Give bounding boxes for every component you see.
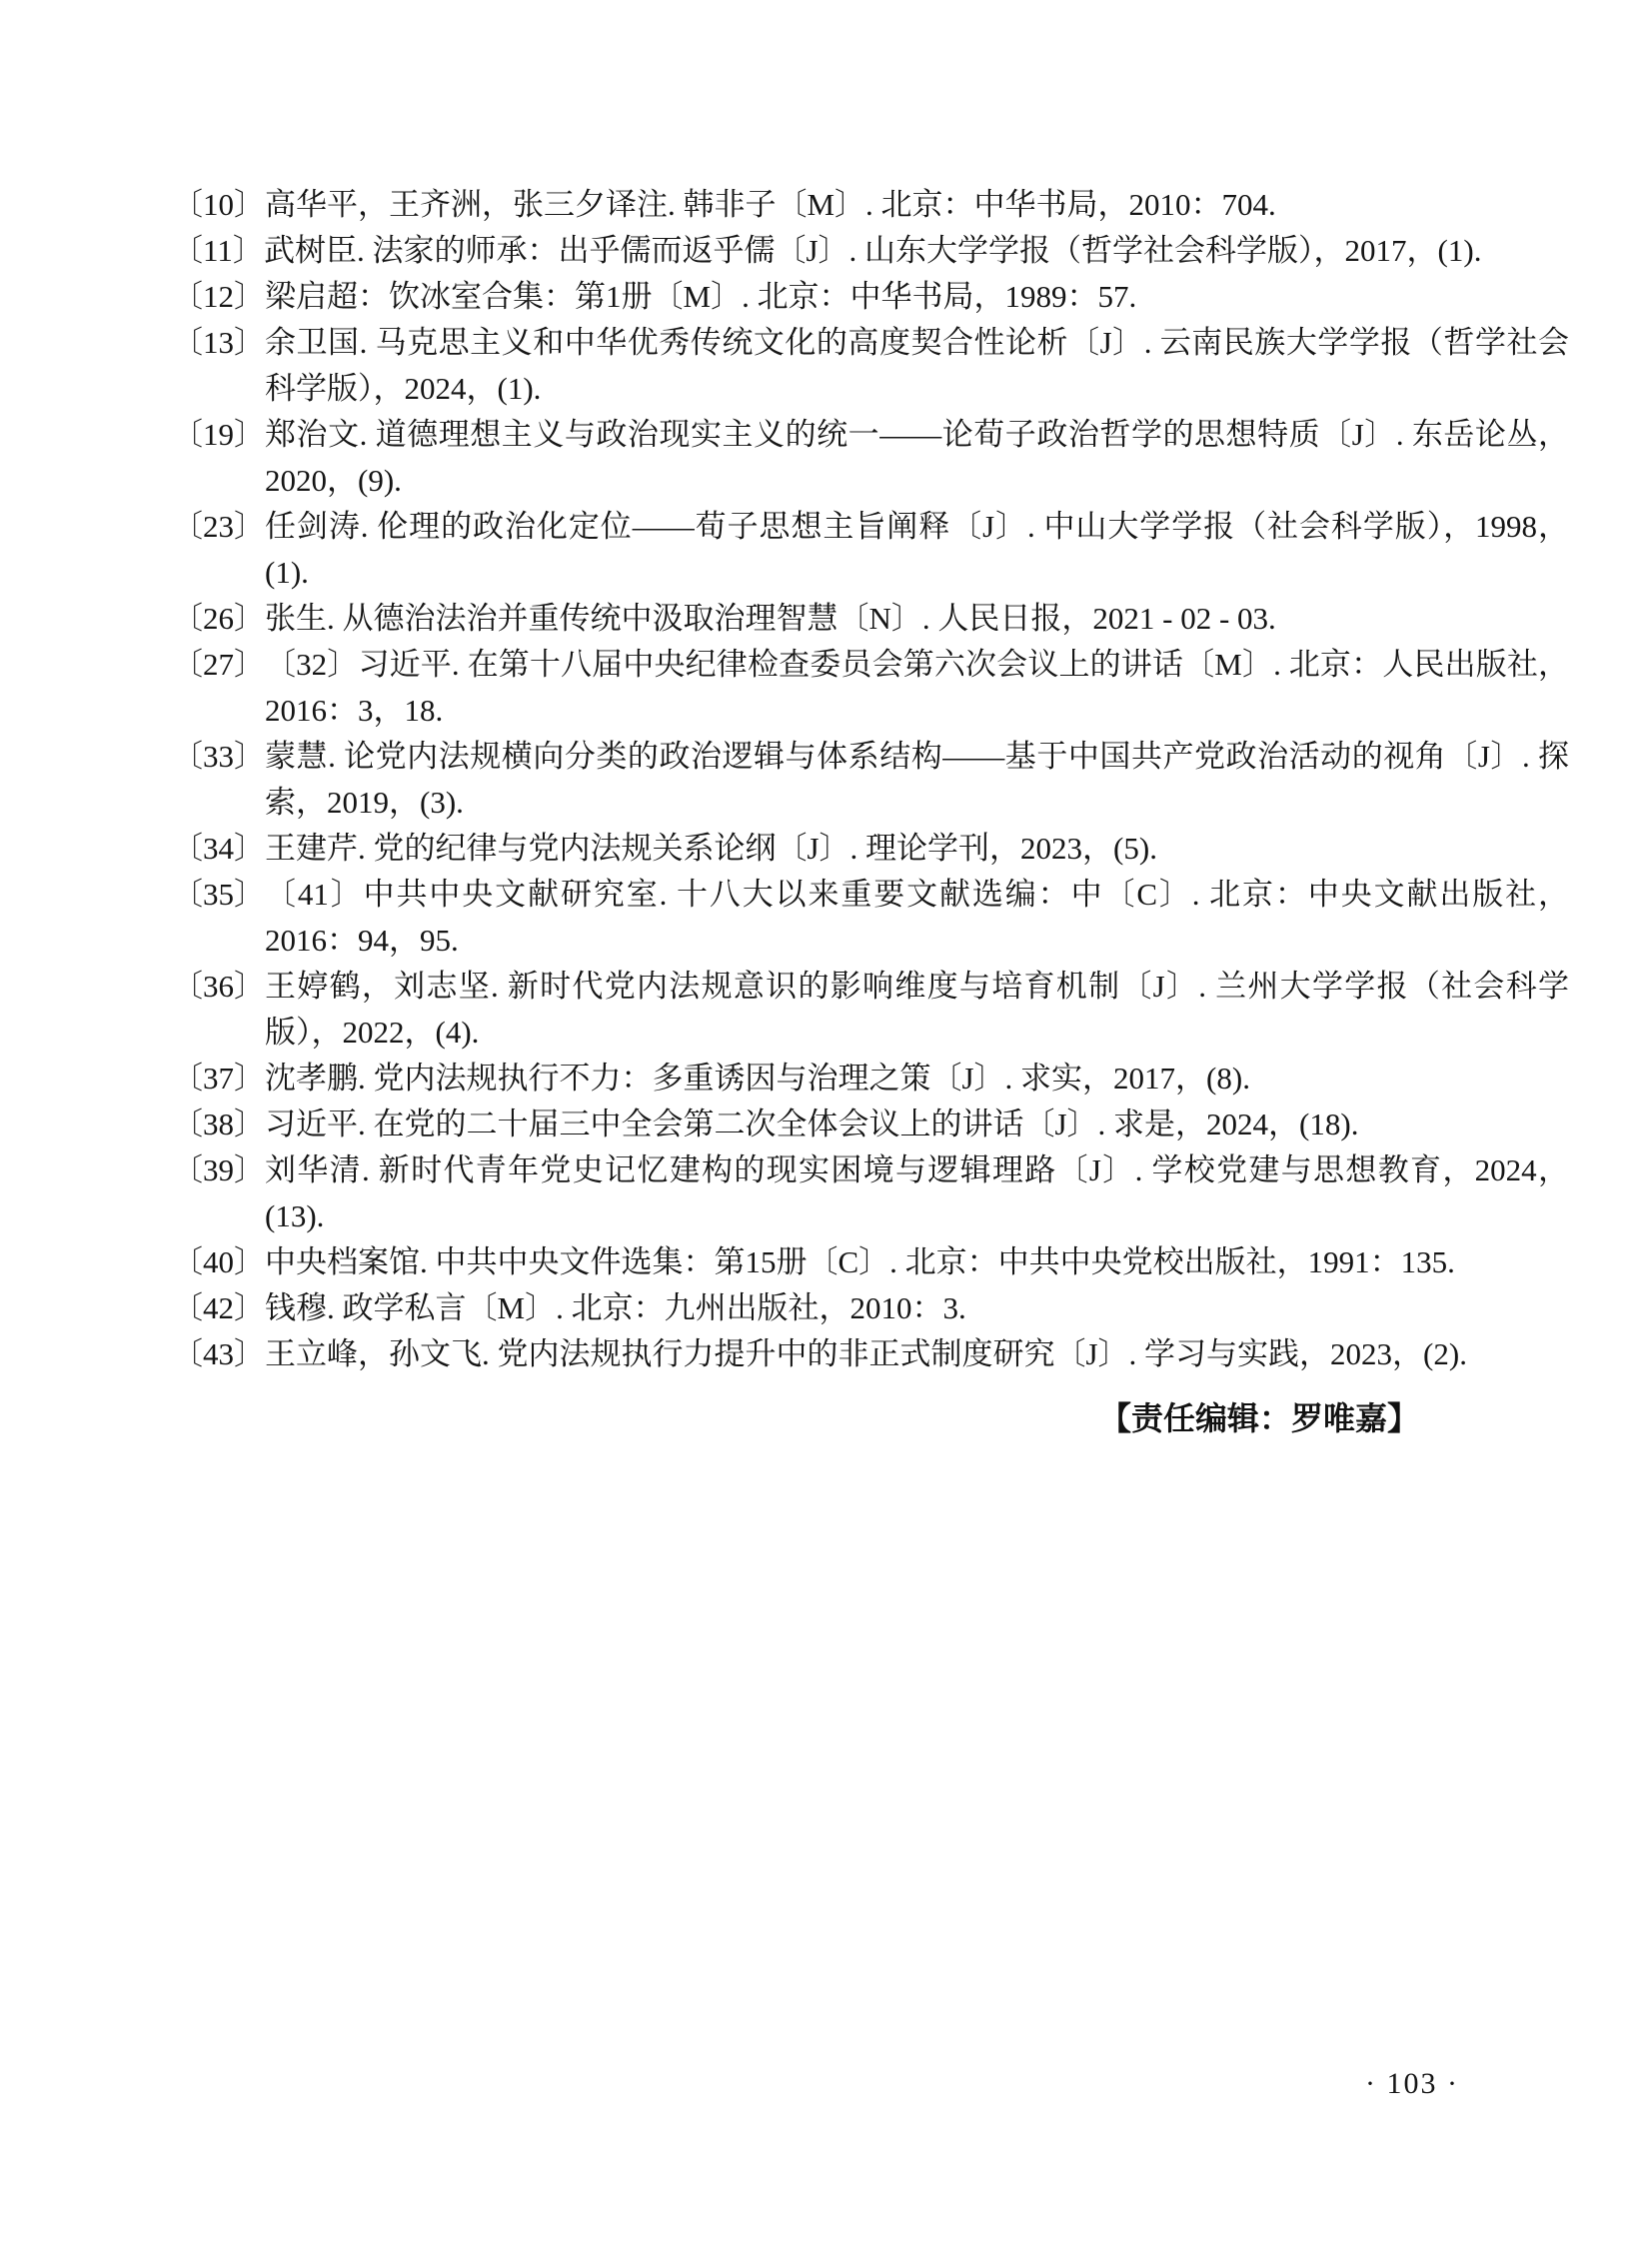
reference-text: 郑治文. 道德理想主义与政治现实主义的统一——论荀子政治哲学的思想特质〔J〕. 东岳论丛，2020，(9). bbox=[265, 417, 1569, 498]
reference-item bbox=[172, 1285, 1569, 1331]
reference-text: 刘华清. 新时代青年党史记忆建构的现实困境与逻辑理路〔J〕. 学校党建与思想教育，2024，(13). bbox=[265, 1152, 1569, 1233]
reference-label: 〔19〕 bbox=[172, 417, 265, 452]
reference-text: 中央档案馆. 中共中央文件选集：第15册〔C〕. 北京：中共中央党校出版社，1991：135. bbox=[265, 1244, 1455, 1279]
reference-text: 王建芹. 党的纪律与党内法规关系论纲〔J〕. 理论学刊，2023，(5). bbox=[265, 831, 1157, 866]
reference-label: 〔38〕 bbox=[172, 1107, 265, 1141]
reference-label: 〔39〕 bbox=[172, 1152, 265, 1187]
reference-item bbox=[172, 504, 1569, 596]
reference-text: 习近平. 在党的二十届三中全会第二次全体会议上的讲话〔J〕. 求是，2024，(18). bbox=[265, 1107, 1359, 1141]
reference-label: 〔11〕 bbox=[172, 233, 264, 268]
reference-text: 王婷鹤，刘志坚. 新时代党内法规意识的影响维度与培育机制〔J〕. 兰州大学学报（社会科学版），2022，(4). bbox=[265, 969, 1569, 1050]
reference-text: 王立峰，孙文飞. 党内法规执行力提升中的非正式制度研究〔J〕. 学习与实践，2023，(2). bbox=[265, 1336, 1467, 1371]
reference-item bbox=[172, 228, 1569, 274]
reference-text: 〔32〕习近平. 在第十八届中央纪律检查委员会第六次会议上的讲话〔M〕. 北京：人民出版社，2016：3，18. bbox=[265, 647, 1569, 728]
reference-label: 〔36〕 bbox=[172, 969, 265, 1004]
reference-item bbox=[172, 642, 1569, 734]
reference-label: 〔43〕 bbox=[172, 1336, 265, 1371]
reference-item bbox=[172, 274, 1569, 320]
reference-label: 〔13〕 bbox=[172, 325, 265, 360]
reference-label: 〔34〕 bbox=[172, 831, 265, 866]
reference-item bbox=[172, 320, 1569, 412]
reference-text: 〔41〕中共中央文献研究室. 十八大以来重要文献选编：中〔C〕. 北京：中央文献出版社，2016：94，95. bbox=[265, 877, 1569, 958]
reference-item bbox=[172, 1147, 1569, 1239]
reference-label: 〔26〕 bbox=[172, 601, 265, 636]
reference-label: 〔10〕 bbox=[172, 187, 265, 222]
reference-text: 张生. 从德治法治并重传统中汲取治理智慧〔N〕. 人民日报，2021 - 02 - 03. bbox=[265, 601, 1276, 636]
reference-item bbox=[172, 596, 1569, 642]
reference-text: 高华平，王齐洲，张三夕译注. 韩非子〔M〕. 北京：中华书局，2010：704. bbox=[265, 187, 1276, 222]
reference-item bbox=[172, 1102, 1569, 1147]
reference-label: 〔35〕 bbox=[172, 877, 265, 912]
reference-text: 任剑涛. 伦理的政治化定位——荀子思想主旨阐释〔J〕. 中山大学学报（社会科学版），1998，(1). bbox=[265, 509, 1569, 590]
reference-text: 钱穆. 政学私言〔M〕. 北京：九州出版社，2010：3. bbox=[265, 1290, 966, 1325]
reference-label: 〔12〕 bbox=[172, 279, 265, 314]
page-number: · 103 · bbox=[1365, 2067, 1459, 2100]
reference-label: 〔23〕 bbox=[172, 509, 265, 544]
reference-item bbox=[172, 872, 1569, 964]
reference-text: 沈孝鹏. 党内法规执行不力：多重诱因与治理之策〔J〕. 求实，2017，(8). bbox=[265, 1061, 1250, 1096]
references-section bbox=[172, 182, 1569, 1377]
reference-item bbox=[172, 1331, 1569, 1377]
reference-text: 武树臣. 法家的师承：出乎儒而返乎儒〔J〕. 山东大学学报（哲学社会科学版），2017，(1). bbox=[264, 233, 1482, 268]
reference-label: 〔27〕 bbox=[172, 647, 265, 682]
reference-item bbox=[172, 734, 1569, 826]
reference-item bbox=[172, 412, 1569, 504]
reference-label: 〔33〕 bbox=[172, 739, 265, 774]
reference-label: 〔42〕 bbox=[172, 1290, 265, 1325]
reference-text: 蒙慧. 论党内法规横向分类的政治逻辑与体系结构——基于中国共产党政治活动的视角〔J〕. 探索，2019，(3). bbox=[265, 739, 1569, 820]
reference-label: 〔40〕 bbox=[172, 1244, 265, 1279]
reference-text: 梁启超：饮冰室合集：第1册〔M〕. 北京：中华书局，1989：57. bbox=[265, 279, 1137, 314]
reference-item bbox=[172, 1056, 1569, 1102]
reference-item bbox=[172, 182, 1569, 228]
reference-item bbox=[172, 1239, 1569, 1285]
reference-item bbox=[172, 964, 1569, 1056]
reference-item bbox=[172, 826, 1569, 872]
reference-text: 余卫国. 马克思主义和中华优秀传统文化的高度契合性论析〔J〕. 云南民族大学学报（哲学社会科学版），2024，(1). bbox=[265, 325, 1569, 406]
responsible-editor-note: 【责任编辑：罗唯嘉】 bbox=[1098, 1400, 1419, 1436]
reference-label: 〔37〕 bbox=[172, 1061, 265, 1096]
